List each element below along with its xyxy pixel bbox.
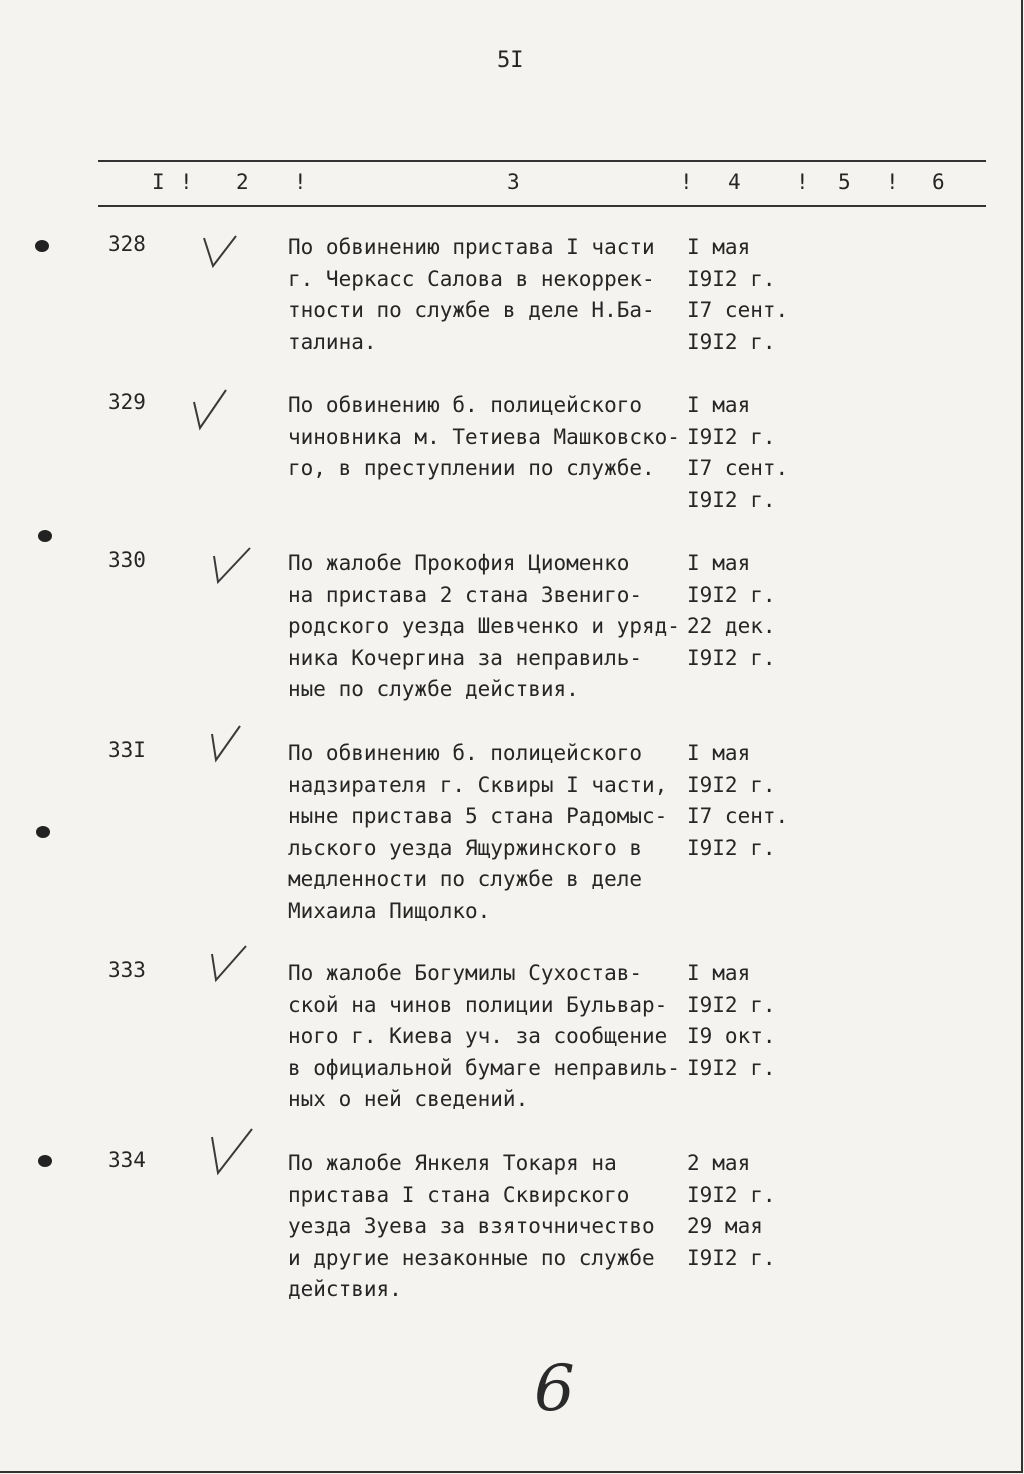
binding-hole <box>35 240 49 252</box>
column-header-4: 4 <box>728 170 741 194</box>
entry-dates: 2 мая I9I2 г. 29 мая I9I2 г. <box>687 1151 776 1270</box>
column-header-6: 6 <box>932 170 945 194</box>
checkmark-icon <box>204 722 254 772</box>
entry-number: 329 <box>108 390 146 414</box>
checkmark-icon <box>206 542 256 592</box>
binding-hole <box>38 1155 52 1167</box>
entry-number: 33I <box>108 738 146 762</box>
column-separator: ! <box>796 170 809 194</box>
entry-number: 330 <box>108 548 146 572</box>
checkmark-icon <box>196 226 246 276</box>
column-header-2: 2 <box>236 170 249 194</box>
column-header-3: 3 <box>507 170 520 194</box>
entry-description: По обвинению б. полицейского надзирателя г. Сквиры I части, ныне пристава 5 стана Радомыс- льского уезда Ящуржинского в медленности по службе в деле Михаила Пищолко. <box>288 741 668 923</box>
column-header-1: I <box>152 170 165 194</box>
checkmark-icon <box>204 942 254 992</box>
entry-dates: I мая I9I2 г. I7 сент. I9I2 г. <box>687 741 789 860</box>
checkmark-icon <box>206 1122 256 1182</box>
binding-hole <box>36 826 50 838</box>
entry-dates: I мая I9I2 г. I7 сент. I9I2 г. <box>687 393 789 512</box>
entry-description: По жалобе Богумилы Сухостав- ской на чинов полиции Бульвар- ного г. Киева уч. за сообщение в официальной бумаге неправиль- ных о ней сведений. <box>288 961 680 1111</box>
entry-dates: I мая I9I2 г. I9 окт. I9I2 г. <box>687 961 776 1080</box>
table-top-rule <box>98 160 986 162</box>
entry-description: По обвинению б. полицейского чиновника м. Тетиева Машковско- го, в преступлении по службе. <box>288 393 680 480</box>
column-separator: ! <box>680 170 693 194</box>
page-number: 5I <box>497 48 524 73</box>
handwritten-note <box>530 1350 580 1430</box>
table-header-rule <box>98 205 986 207</box>
entry-dates: I мая I9I2 г. 22 дек. I9I2 г. <box>687 551 776 670</box>
entry-description: По жалобе Янкеля Токаря на пристава I стана Сквирского уезда Зуева за взяточничество и другие незаконные по службе действия. <box>288 1151 655 1301</box>
binding-hole <box>38 530 52 542</box>
checkmark-icon <box>184 384 234 434</box>
entry-dates: I мая I9I2 г. I7 сент. I9I2 г. <box>687 235 789 354</box>
entry-number: 333 <box>108 958 146 982</box>
entry-number: 328 <box>108 232 146 256</box>
column-separator: ! <box>180 170 193 194</box>
svg-text:6: 6 <box>534 1352 575 1426</box>
column-separator: ! <box>294 170 307 194</box>
column-header-5: 5 <box>838 170 851 194</box>
entry-description: По обвинению пристава I части г. Черкасс Салова в некоррек- тности по службе в деле Н.Ба- талина. <box>288 235 655 354</box>
entry-number: 334 <box>108 1148 146 1172</box>
entry-description: По жалобе Прокофия Циоменко на пристава 2 стана Звениго- родского уезда Шевченко и уряд- ника Кочергина за неправиль- ные по службе действия. <box>288 551 680 701</box>
column-separator: ! <box>886 170 899 194</box>
table-header <box>0 170 1024 198</box>
